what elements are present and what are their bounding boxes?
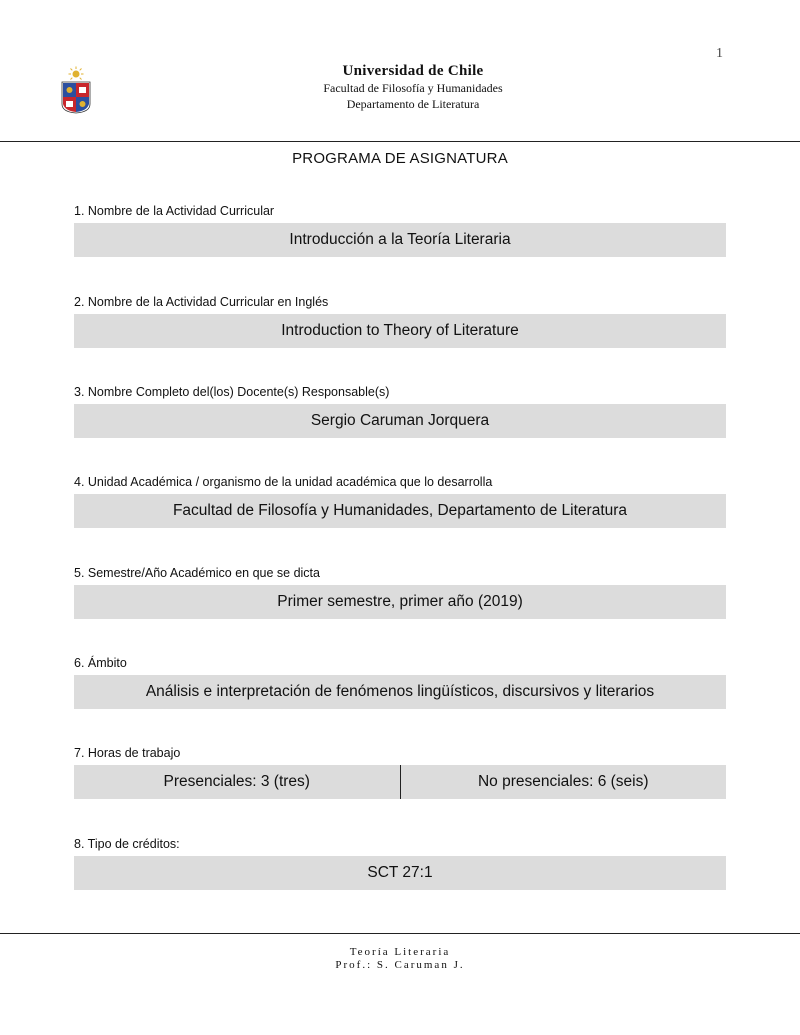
- institution-header: [263, 62, 563, 112]
- section-value: Introducción a la Teoría Literaria: [74, 223, 726, 257]
- university-name: Universidad de Chile: [342, 63, 484, 79]
- section-course-name: [74, 203, 726, 257]
- section-label: 6. Ámbito: [74, 656, 127, 670]
- in-person-hours: Presenciales: 3 (tres): [163, 773, 310, 790]
- section-label: 7. Horas de trabajo: [74, 746, 181, 760]
- footer-professor: Prof.: S. Caruman J.: [335, 959, 465, 971]
- section-credit-type: [74, 836, 726, 890]
- section-value: SCT 27:1: [74, 856, 726, 890]
- section-label: 3. Nombre Completo del(los) Docente(s) Responsable(s): [74, 385, 390, 399]
- section-label: 1. Nombre de la Actividad Curricular: [74, 204, 275, 218]
- footer-divider: [0, 933, 800, 934]
- section-label: 8. Tipo de créditos:: [74, 837, 180, 851]
- section-label: 5. Semestre/Año Académico en que se dicta: [74, 566, 320, 580]
- section-work-hours: [74, 745, 726, 799]
- work-hours-table: [74, 765, 726, 799]
- university-seal-logo: [60, 66, 92, 114]
- section-value: Sergio Caruman Jorquera: [74, 404, 726, 438]
- section-label: 2. Nombre de la Actividad Curricular en Inglés: [74, 295, 329, 309]
- faculty-name: Facultad de Filosofía y Humanidades: [323, 81, 503, 95]
- page-footer: [0, 946, 800, 972]
- footer-course: Teoría Literaria: [349, 946, 451, 958]
- section-value: Facultad de Filosofía y Humanidades, Departamento de Literatura: [74, 494, 726, 528]
- section-value: Introduction to Theory of Literature: [74, 314, 726, 348]
- sun-rays-icon: [69, 67, 84, 80]
- section-label: 4. Unidad Académica / organismo de la unidad académica que lo desarrolla: [74, 475, 493, 489]
- page-number: 1: [716, 46, 723, 61]
- header-divider: [0, 141, 800, 142]
- section-value: Análisis e interpretación de fenómenos lingüísticos, discursivos y literarios: [74, 675, 726, 709]
- section-academic-unit: [74, 474, 726, 528]
- section-value: Primer semestre, primer año (2019): [74, 585, 726, 619]
- shield-icon: [62, 82, 90, 113]
- department-name: Departamento de Literatura: [346, 97, 480, 111]
- document-title: PROGRAMA DE ASIGNATURA: [292, 150, 508, 167]
- remote-hours: No presenciales: 6 (seis): [477, 773, 649, 790]
- section-course-name-english: [74, 294, 726, 348]
- section-scope: [74, 655, 726, 709]
- section-instructor: [74, 384, 726, 438]
- section-semester: [74, 565, 726, 619]
